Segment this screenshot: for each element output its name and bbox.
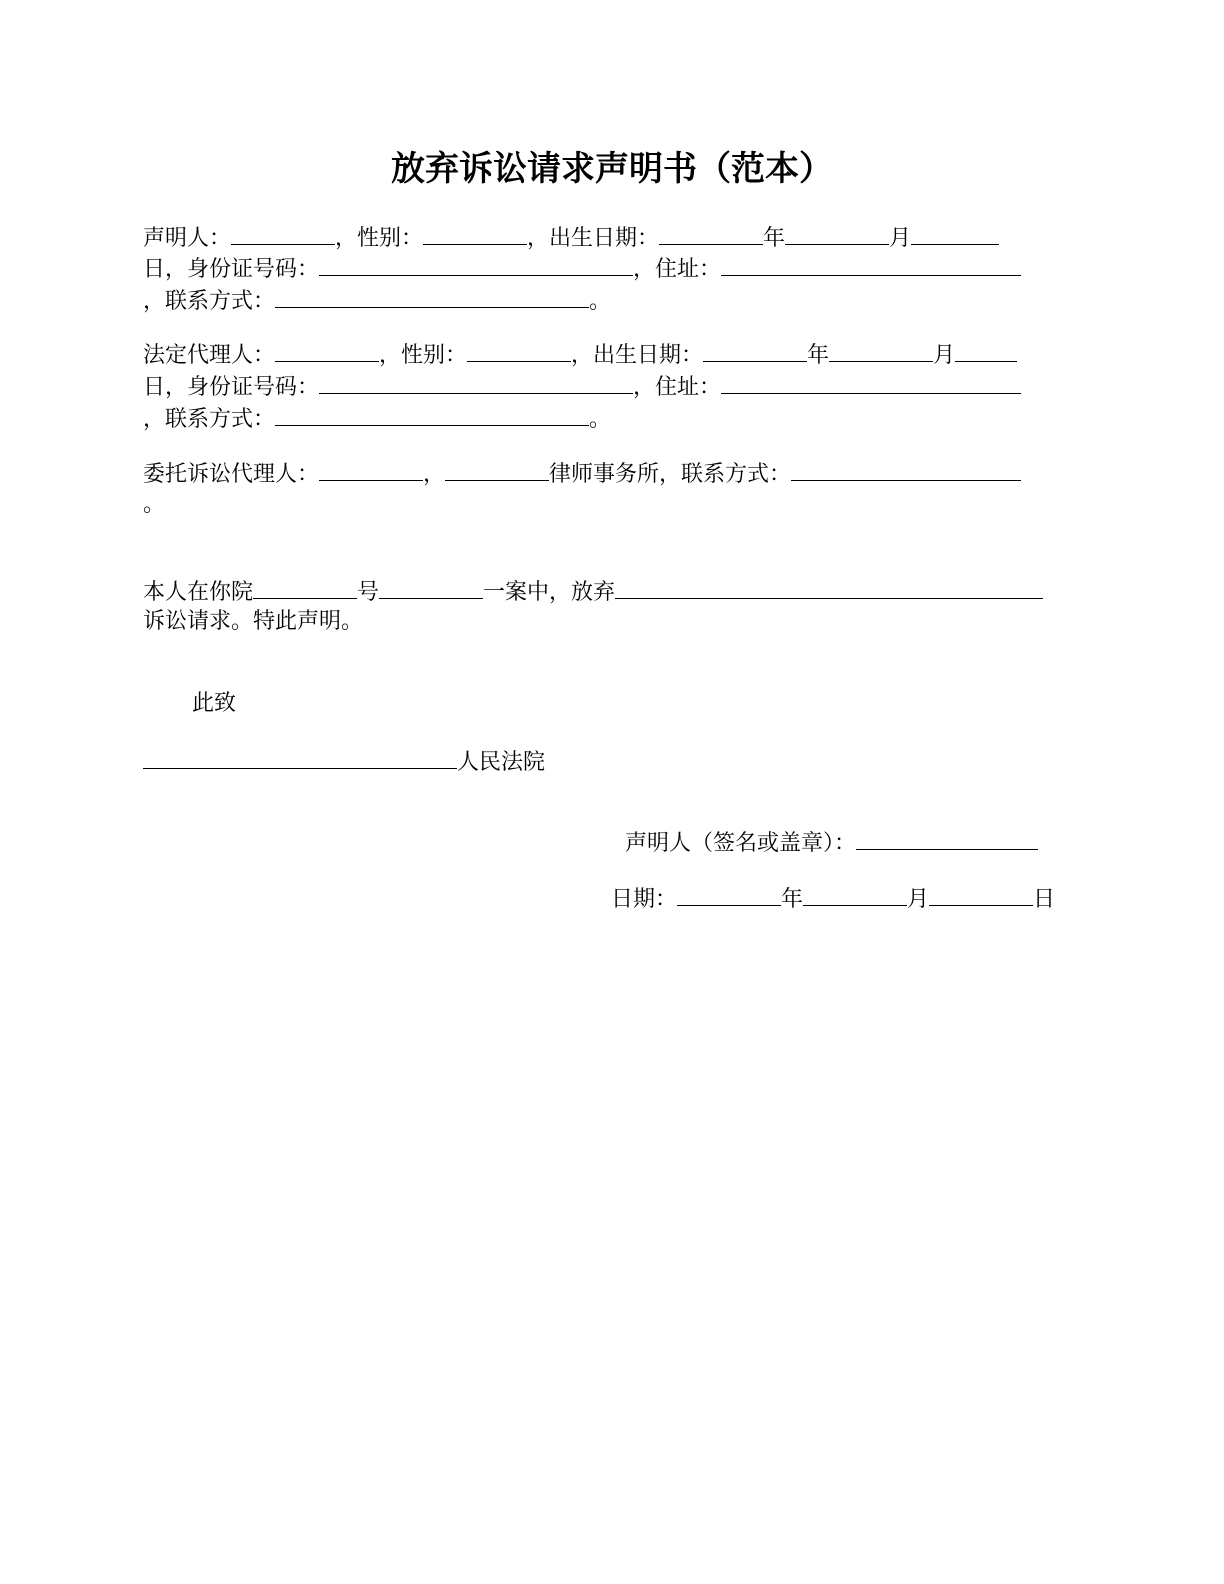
statement-text: 本人在你院 [143, 580, 254, 605]
gender-label: ，性别： [379, 343, 468, 368]
declarant-line-2 [143, 253, 1021, 285]
legal-agent-line-1 [143, 339, 1017, 371]
entrusted-agent-label: 委托诉讼代理人： [143, 462, 320, 487]
birth-month-blank[interactable] [829, 339, 933, 362]
law-firm-label: 律师事务所，联系方式： [549, 462, 792, 487]
address-label: ，住址： [633, 257, 722, 282]
entrusted-agent-name-blank[interactable] [319, 458, 423, 481]
contact-label: ，联系方式： [143, 289, 276, 314]
date-year-blank[interactable] [677, 883, 781, 906]
signature-line [625, 827, 1038, 859]
gender-blank[interactable] [467, 339, 571, 362]
period: 。 [589, 407, 612, 432]
entrusted-agent-end: 。 [143, 492, 166, 517]
month-label: 月 [933, 343, 956, 368]
birth-day-blank[interactable] [911, 222, 999, 245]
contact-blank[interactable] [275, 285, 589, 308]
id-label: 日，身份证号码： [143, 375, 320, 400]
gender-label: ，性别： [335, 226, 424, 251]
law-firm-blank[interactable] [445, 458, 549, 481]
birth-label: ，出生日期： [571, 343, 704, 368]
legal-agent-name-blank[interactable] [275, 339, 379, 362]
id-number-blank[interactable] [319, 371, 633, 394]
court-name-blank[interactable] [143, 746, 457, 769]
period: 。 [589, 289, 612, 314]
month-label: 月 [907, 887, 930, 912]
declarant-name-blank[interactable] [231, 222, 335, 245]
date-day-blank[interactable] [929, 883, 1033, 906]
month-label: 月 [889, 226, 912, 251]
birth-day-blank[interactable] [955, 339, 1017, 362]
legal-agent-line-3 [143, 403, 611, 435]
case-number-blank[interactable] [253, 576, 357, 599]
id-label: 日，身份证号码： [143, 257, 320, 282]
year-label: 年 [807, 343, 830, 368]
entrusted-agent-line [143, 458, 1021, 490]
contact-label: ，联系方式： [143, 407, 276, 432]
signature-label: 声明人（签名或盖章）： [625, 831, 857, 856]
court-label: 人民法院 [457, 750, 546, 775]
legal-agent-line-2 [143, 371, 1021, 403]
declarant-line-1 [143, 222, 999, 254]
gender-blank[interactable] [423, 222, 527, 245]
claim-blank[interactable] [615, 576, 1043, 599]
birth-month-blank[interactable] [785, 222, 889, 245]
statement-text: 号 [357, 580, 380, 605]
year-label: 年 [781, 887, 804, 912]
address-blank[interactable] [721, 253, 1021, 276]
id-number-blank[interactable] [319, 253, 633, 276]
case-name-blank[interactable] [379, 576, 483, 599]
address-blank[interactable] [721, 371, 1021, 394]
day-label: 日 [1033, 887, 1056, 912]
salutation: 此致 [192, 691, 237, 716]
year-label: 年 [763, 226, 786, 251]
statement-line-1 [143, 576, 1043, 608]
date-month-blank[interactable] [803, 883, 907, 906]
declarant-line-3 [143, 285, 611, 317]
birth-year-blank[interactable] [659, 222, 763, 245]
date-label: 日期： [611, 887, 678, 912]
date-line [611, 883, 1055, 915]
birth-label: ，出生日期： [527, 226, 660, 251]
statement-line-2: 诉讼请求。特此声明。 [143, 609, 364, 634]
birth-year-blank[interactable] [703, 339, 807, 362]
address-label: ，住址： [633, 375, 722, 400]
legal-agent-label: 法定代理人： [143, 343, 276, 368]
statement-text: 一案中，放弃 [483, 580, 616, 605]
contact-blank[interactable] [275, 403, 589, 426]
document-title: 放弃诉讼请求声明书（范本） [391, 149, 833, 189]
signature-blank[interactable] [856, 827, 1038, 850]
contact-blank[interactable] [791, 458, 1021, 481]
declarant-label: 声明人： [143, 226, 232, 251]
comma: ， [423, 462, 446, 487]
court-line [143, 746, 545, 778]
